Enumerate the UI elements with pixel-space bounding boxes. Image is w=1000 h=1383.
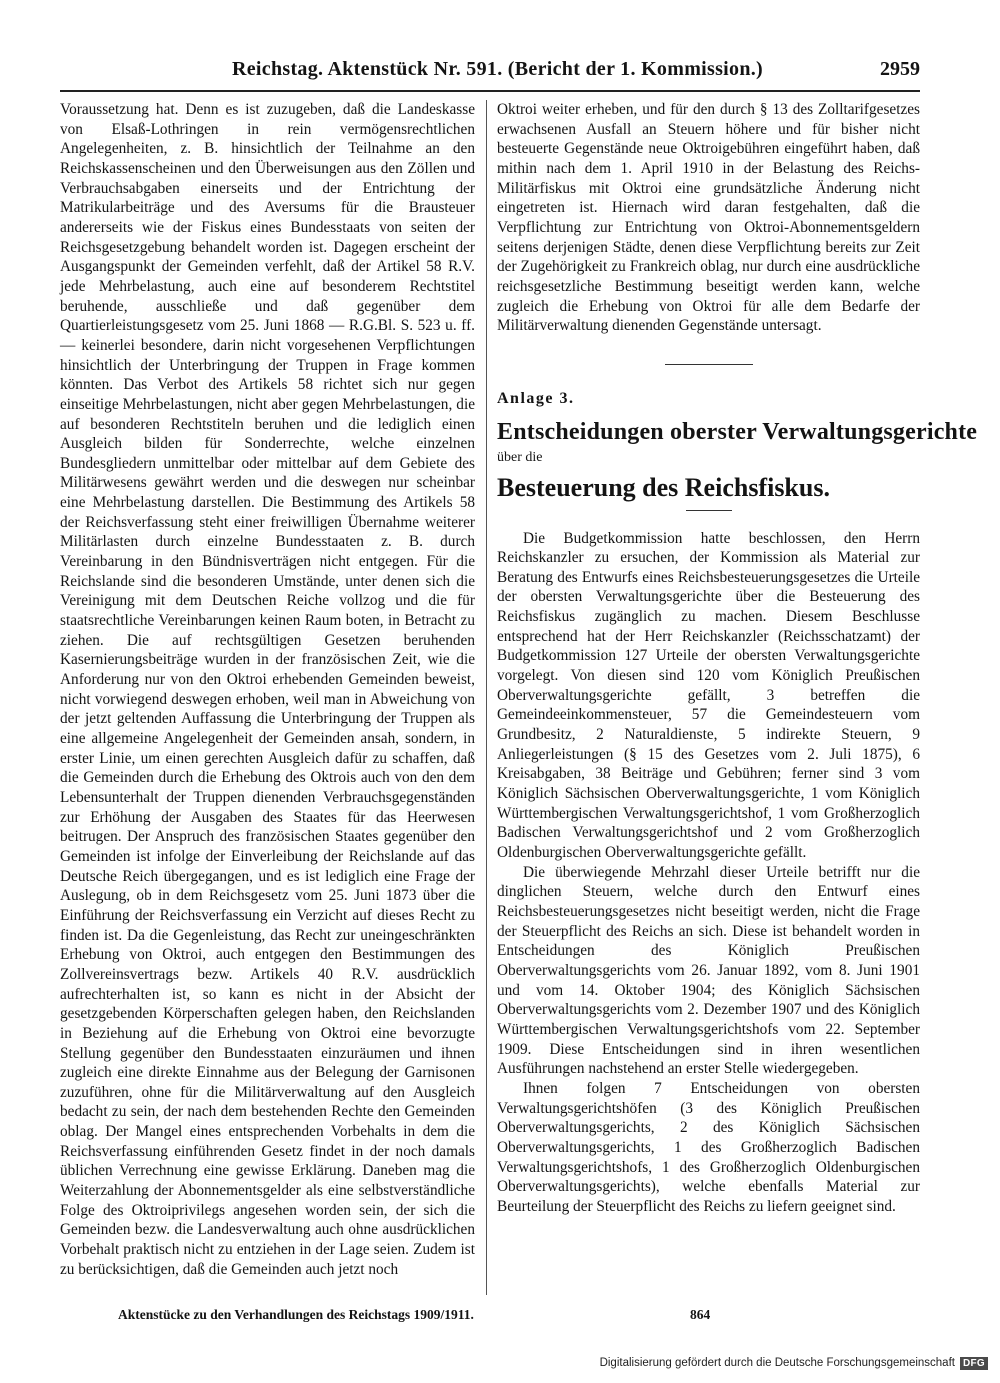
right-column xyxy=(497,100,978,1216)
page-number: 2959 xyxy=(880,58,920,80)
page-header xyxy=(60,52,920,92)
right-paragraph: Ihnen folgen 7 Entscheidungen von obersten Verwaltungsgerichtshöfen (3 des Königlich Preußischen Oberverwaltungsgerichts, 2 des Königlich Sächsischen Oberverwaltungsgerichts, 1 des Großherzoglich Badischen Verwaltungsgerichtshofs, 1 des Großherzoglich Oldenburgischen Oberverwaltungsgerichts), welche ebenfalls Material zur Beurteilung der Steuerpflicht des Reichs zu liefern geeignet sind. xyxy=(497,1079,920,1215)
column-divider xyxy=(486,100,487,1295)
right-top-paragraph: Oktroi weiter erheben, und für den durch § 13 des Zolltarifgesetzes erwachsenen Ausfall an Steuern höhere und für bisher nicht besteuerte Gegenstände neue Oktroigebühren eingeführt haben, daß mithin nach dem 1. April 1910 in der Belastung des Reichs-Militärfiskus mit Oktroi eine grundsätzliche Änderung nicht eingetreten ist. Hiernach wird daran festgehalten, daß die Verpflichtung zur Entrichtung von Oktroi-Abonnementsgeldern seitens derjenigen Städte, denen diese Verpflichtung bereits zur Zeit der Zugehörigkeit zu Frankreich oblag, nur durch eine ausdrückliche reichsgesetzliche Bestimmung beseitigt werden kann, welche zugleich die Erhebung von Oktroi für alle dem Bedarfe der Militärverwaltung dienenden Gegenstände untersagt. xyxy=(497,101,920,335)
right-paragraph: Die überwiegende Mehrzahl dieser Urteile betrifft nur die dinglichen Steuern, welche durch den Entwurf eines Reichsbesteuerungsgesetzes nicht beseitigt werden, nicht die Frage der Steuerpflicht des Reichs an sich. Diese ist behandelt worden in Entscheidungen des Königlich Preußischen Oberverwaltungsgerichts vom 26. Januar 1892, vom 8. Juni 1901 und vom 14. Oktober 1904; des Königlich Sächsischen Oberverwaltungsgerichts vom 2. Dezember 1907 und des Königlich Württembergischen Verwaltungsgerichtshofs vom 22. September 1909. Diese Entscheidungen sind in ihren wesentlichen Ausführungen nachstehend an erster Stelle wiedergegeben. xyxy=(497,863,920,1078)
section-title-line3: Besteuerung des Reichsfiskus. xyxy=(497,472,830,502)
credit-text: Digitalisierung gefördert durch die Deutsche Forschungsgemeinschaft xyxy=(599,1357,955,1369)
section-title-line2: über die xyxy=(497,450,543,466)
appendix-label: Anlage 3. xyxy=(497,389,575,407)
right-paragraph: Die Budgetkommission hatte beschlossen, den Herrn Reichskanzler zu ersuchen, der Kommission als Material zur Beratung des Entwurfs eines Reichsbesteuerungsgesetzes die Urteile der obersten Verwaltungsgerichte über die Besteuerung des Reichsfiskus zugänglich zu machen. Diesem Beschlusse entsprechend hat der Herr Reichskanzler (Reichsschatzamt) der Budgetkommission 127 Urteile der obersten Verwaltungsgerichte vorgelegt. Von diesen sind 120 vom Königlich Preußischen Oberverwaltungsgerichte gefällt, 3 betreffen die Gemeindeeinkommensteuer, 57 die Gemeindesteuern vom Grundbesitz, 2 Naturaldienste, 5 indirekte Steuern, 9 Anliegerleistungen (§ 15 des Gesetzes vom 2. Juli 1875), 6 Kreisabgaben, 38 Beiträge und Gebühren; ferner sind 3 vom Königlich Sächsischen Oberverwaltungsgerichte, 1 vom Königlich Württembergischen Verwaltungsgerichtshof, 1 vom Großherzoglich Badischen Verwaltungsgerichtshof und 2 vom Großherzoglich Oldenburgischen Oberverwaltungsgerichte gefällt. xyxy=(497,529,920,861)
title-rule xyxy=(686,510,732,511)
digitization-credit xyxy=(600,1355,988,1371)
left-column xyxy=(60,100,475,1279)
dfg-logo: DFG xyxy=(960,1357,988,1370)
section-title-line1: Entscheidungen oberster Verwaltungsgerichte xyxy=(497,418,978,445)
footer-publication: Aktenstücke zu den Verhandlungen des Reichstags 1909/1911. xyxy=(118,1307,474,1322)
left-paragraph: Voraussetzung hat. Denn es ist zuzugeben, daß die Landeskasse von Elsaß-Lothringen in rein vermögensrechtlichen Angelegenheiten, z. B. hinsichtlich der Teilnahme an den Reichskassenscheinen und den Überweisungen aus den Zöllen und Verbrauchsabgaben einerseits und der Entrichtung der Matrikularbeiträge und des Aversums für die Brausteuer andererseits wie der Fiskus eines Bundesstaats von seiten der Reichsgesetzgebung behandelt worden ist. Dagegen erscheint der Ausgangspunkt der Gemeinden verfehlt, daß der Artikel 58 R.V. jede Mehrbelastung, auch eine auf besonderem Rechtstitel beruhende, ausschließe und daß gegenüber dem Quartierleistungsgesetz vom 25. Juni 1868 — R.G.Bl. S. 523 u. ff. — keinerlei besondere, darin nicht vorgesehenen Verpflichtungen hinsichtlich der Unterbringung der Truppen in Frage kommen könnten. Das Verbot des Artikels 58 richtet sich nur gegen einseitige Mehrbelastungen, nicht aber gegen Mehrbelastungen, die auf besonderen Rechtstiteln beruhen und die lediglich einen Ausgleich bilden für Sonderrechte, welche einzelnen Bundesgliedern unmittelbar oder mittelbar auf dem Gebiete des Militärwesens gewährt werden und die deswegen nur scheinbar eine Mehrbelastung darstellen. Die Bestimmung des Artikels 58 der Reichsverfassung steht einer freiwilligen Übernahme weiterer Militärlasten durch einzelne Bundesstaaten z. B. durch Vereinbarung in den Bündnisverträgen nicht entgegen. Für die Reichslande sind die besonderen Umstände, unter denen sich die Vereinigung mit dem Deutschen Reiche vollzog und die für staatsrechtliche Vereinbarungen keinen Raum boten, in Betracht zu ziehen. Die auf rechtsgültigen Gesetzen beruhenden Kasernierungsbeiträge wurden in der französischen Zeit, wie die Anforderung nur von den Oktroi erhebenden Gemeinden beweist, nicht vorwiegend deswegen erhoben, weil man in Abweichung von der jetzt geltenden Auffassung die Unterbringung der Truppen als eine allgemeine Angelegenheit der Gemeinden ansah, sondern, in erster Linie, um einen gerechten Ausgleich dafür zu schaffen, daß die Gemeinden durch die Erhebung des Oktrois auch von den dem Lebensunterhalt der Truppen dienenden Verbrauchsgegenständen zur Erhöhung der Ausgaben des Staates für das Heerwesen beitrugen. Der Anspruch des französischen Staates gegenüber den Gemeinden ist infolge der Einverleibung der Reichslande auf das Deutsche Reich übergegangen, und es ist lediglich eine Frage der Auslegung, ob in dem Reichsgesetz vom 25. Juni 1873 über die Einführung der Reichsverfassung ein Verzicht auf dieses Recht zu finden ist. Da die Gegenleistung, das Recht zur uneingeschränkten Erhebung von Oktroi, auch entgegen den Bestimmungen des Zollvereinsvertrags bezw. Artikels 40 R.V. ausdrücklich aufrechterhalten ist, so kann es nicht in der Absicht der gesetzgebenden Körperschaften gelegen haben, den Reichslanden in Beziehung auf die Erhebung von Oktroi eine bevorzugte Stellung gegenüber den Bundesstaaten einzuräumen und ihnen zugleich eine direkte Einnahme aus der Belegung der Garnisonen zuzuführen, ohne für die Militärverwaltung auf den Ausgleich bedacht zu sein, der nach dem bestehenden Rechte den Gemeinden oblag. Der Mangel eines entsprechenden Vorbehalts in dem die Reichsverfassung einführenden Gesetz findet in der noch damals üblichen Verrechnung eine gewisse Erklärung. Daneben mag die Weiterzahlung der Abonnementsgelder als eine selbstverständliche Folge des Oktroiprivilegs angesehen worden sein, der sich die Gemeinden bezw. die Landesverwaltung auch ohne ausdrücklichen Vorbehalt praktisch nicht zu entziehen in der Lage seien. Zudem ist zu berücksichtigen, daß die Gemeinden auch jetzt noch xyxy=(60,101,475,1278)
header-title: Reichstag. Aktenstück Nr. 591. (Bericht der 1. Kommission.) xyxy=(232,58,764,80)
footer-sheet-number: 864 xyxy=(690,1307,711,1322)
section-rule xyxy=(665,364,753,365)
